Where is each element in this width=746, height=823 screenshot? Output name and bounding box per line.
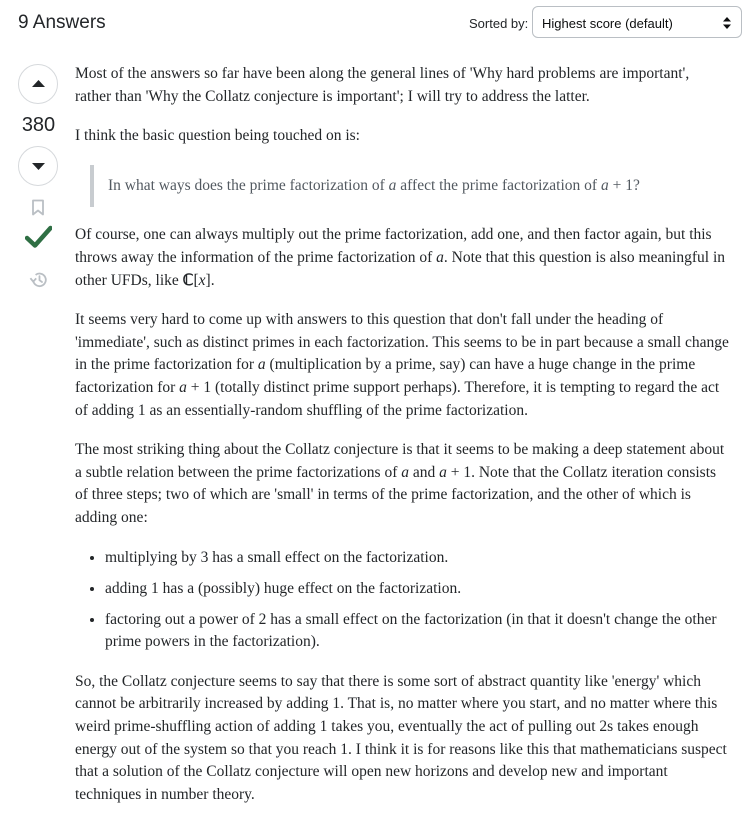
text-run: + 1. Note that the Collatz iteration consists of three steps; two of which are 'small' in terms of the prime factorization, and the other of which is adding one: [75, 463, 717, 526]
downvote-button[interactable] [18, 146, 58, 186]
math-var: a [388, 176, 397, 194]
text-run: Of course, one can always multiply out the prime factorization, add one, and then factor again, but this throws away the information of the prime factorization of [75, 226, 712, 266]
triangle-up-icon [31, 78, 46, 90]
triangle-down-icon [31, 160, 46, 172]
blockquote [90, 165, 729, 208]
select-arrows-icon [723, 16, 731, 30]
text-run: The most striking thing about the Collatz conjecture is that it seems to be making a deep statement about a subtle relation between the prime factorizations of [75, 441, 725, 481]
answers-header [18, 0, 744, 48]
list-item: • multiplying by 3 has a small effect on the factorization. [105, 547, 729, 570]
text-run: [ [193, 271, 199, 289]
text-run: . Note that this question is also meaningful in other UFDs, like [75, 248, 725, 289]
list-item: • factoring out a power of 2 has a small effect on the factorization (in that it doesn't change the other prime powers in the factorization). [105, 609, 729, 654]
vote-count: 380 [21, 114, 56, 136]
answer-paragraph [75, 439, 729, 529]
math-var: a [600, 176, 609, 194]
quote-text: affect the prime factorization of [396, 176, 601, 194]
math-var: a [439, 463, 447, 481]
answer-paragraph: Most of the answers so far have been along the general lines of 'Why hard problems are important', rather than 'Why the Collatz conjecture is important'; I will try to address the latter. [75, 65, 690, 105]
answer-body [75, 63, 729, 823]
math-var: a [179, 378, 187, 396]
quote-text: In what ways does the prime factorization of [108, 176, 389, 194]
text-run: It seems very hard to come up with answers to this question that don't fall under the heading of 'immediate', such as distinct primes in each factorization. This seems to be in part because a small change in the prime factorization for [75, 311, 729, 374]
answer-paragraph [75, 224, 729, 292]
math-var: a [257, 356, 266, 374]
list-item: • adding 1 has a (possibly) huge effect on the factorization. [105, 578, 729, 601]
answer-paragraph: I think the basic question being touched on is: [75, 127, 360, 145]
quote-text: + 1? [608, 176, 640, 194]
math-var: x [198, 271, 206, 289]
text-run: + 1 (totally distinct prime support perhaps). Therefore, it is tempting to regard the act of adding 1 as an essentially-random shuffling of the prime factorization. [75, 378, 720, 419]
answer-paragraph [75, 309, 729, 422]
math-var: a [401, 463, 409, 481]
sort-label: Sorted by: [469, 16, 529, 31]
bullet-list [75, 547, 729, 654]
sort-select[interactable] [532, 6, 742, 38]
math-var: a [436, 248, 444, 266]
upvote-button[interactable] [18, 64, 58, 104]
answer-paragraph: So, the Collatz conjecture seems to say that there is some sort of abstract quantity like 'energy' which cannot be arbitrarily increased by adding 1. That is, no matter where you start, and no matter where this weird prime-shuffling action of adding 1 takes you, eventually the act of pulling out 2s takes enough energy out of the system so that you reach 1. I think it is for reasons like this that mathematicians suspect that a solution of the Collatz conjecture will open new horizons and develop new and important techniques in number theory. [75, 672, 727, 803]
math-complex-symbol: ℂ [182, 271, 194, 289]
bookmark-icon[interactable] [31, 199, 45, 216]
history-icon[interactable] [29, 270, 49, 289]
answers-count: 9 Answers [18, 12, 106, 33]
text-run: (multiplication by a prime, say) can have a huge change in the prime factorization for [75, 356, 696, 396]
text-run: and [408, 463, 440, 481]
sort-select-value: Highest score (default) [542, 16, 673, 31]
text-run: ]. [205, 271, 215, 289]
checkmark-icon [25, 225, 52, 249]
